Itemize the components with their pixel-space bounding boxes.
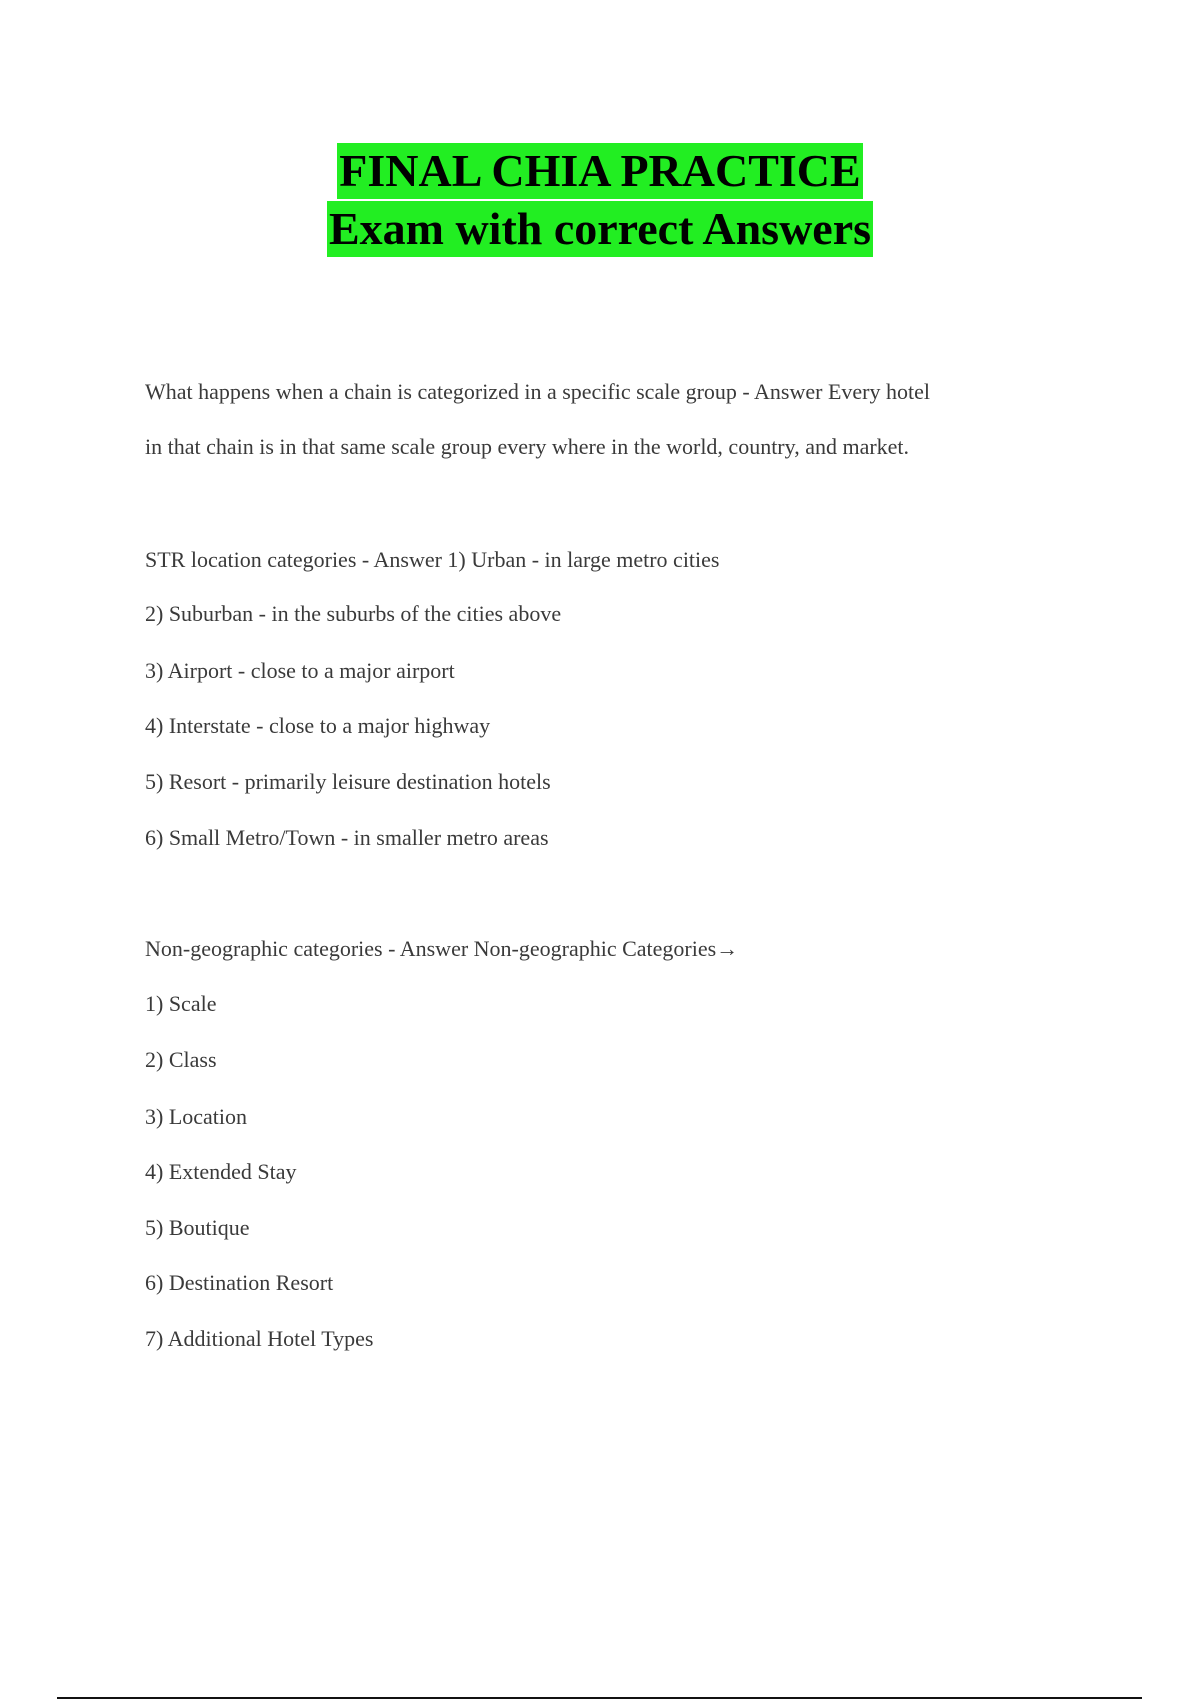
title-line-2: Exam with correct Answers	[327, 201, 873, 257]
qa3-line-6: 5) Boutique	[145, 1215, 250, 1240]
qa2-line-2: 2) Suburban - in the suburbs of the cities above	[145, 601, 562, 626]
title-line-1: FINAL CHIA PRACTICE	[337, 143, 862, 199]
qa2-line-5: 5) Resort - primarily leisure destination hotels	[145, 769, 551, 794]
qa1-line-1: What happens when a chain is categorized in a specific scale group - Answer Every hotel	[145, 379, 930, 404]
document-title	[0, 143, 1200, 259]
qa1-line-2: in that chain is in that same scale group every where in the world, country, and market.	[145, 434, 910, 459]
qa3-line-2: 1) Scale	[145, 991, 217, 1016]
qa3-line-5: 4) Extended Stay	[145, 1159, 297, 1184]
footer-divider	[57, 1697, 1142, 1699]
qa2-line-6: 6) Small Metro/Town - in smaller metro areas	[145, 825, 549, 850]
qa3-line-3: 2) Class	[145, 1047, 217, 1072]
qa3-line-8: 7) Additional Hotel Types	[145, 1326, 374, 1351]
qa3-line-1: Non-geographic categories - Answer Non-geographic Categories→	[145, 936, 739, 961]
qa2-line-1: STR location categories - Answer 1) Urban - in large metro cities	[145, 547, 720, 572]
qa2-line-3: 3) Airport - close to a major airport	[145, 658, 455, 683]
qa2-line-4: 4) Interstate - close to a major highway	[145, 713, 491, 738]
qa3-line-4: 3) Location	[145, 1104, 248, 1129]
qa3-line-7: 6) Destination Resort	[145, 1270, 334, 1295]
